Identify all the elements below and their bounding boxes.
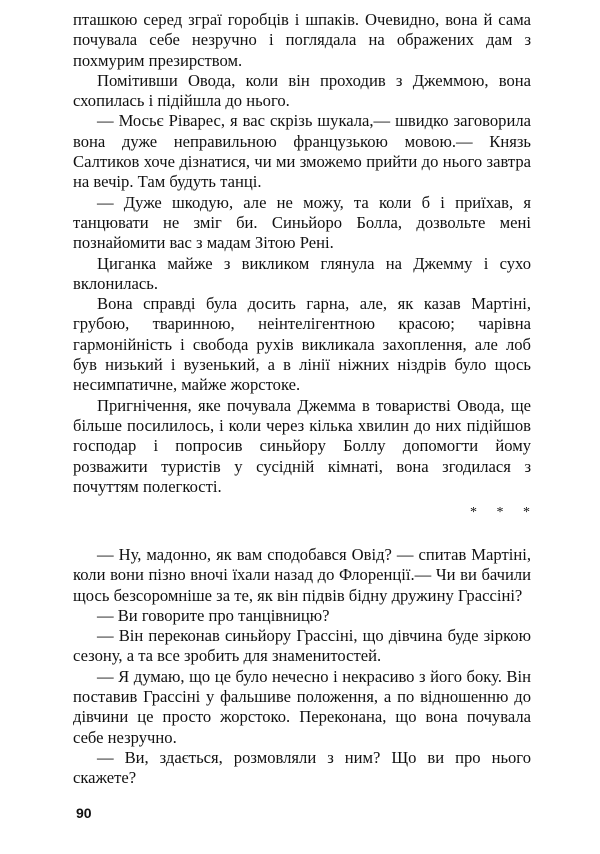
paragraph: Пригнічення, яке почувала Джемма в товаристві Овода, ще більше посилилось, і коли через кілька хвилин до них підійшов господар і попросив синьйору Боллу допомогти йому розважити туристів у сусідній кімнаті, вона згодилася з почуттям полегкості. [73,395,531,496]
body-text-top [73,10,531,497]
paragraph: — Ви, здається, розмовляли з ним? Що ви про нього скажете? [73,747,531,788]
paragraph: — Ви говорите про танцівницю? [97,605,330,625]
paragraph: Циганка майже з викликом глянула на Джемму і сухо вклонилась. [73,253,531,293]
page-number: 90 [76,805,92,821]
body-text-bottom [73,545,531,789]
section-separator: * * * [470,505,538,520]
paragraph: — Ну, мадонно, як вам сподобався Овід? — спитав Мартіні, коли вони пізно вночі їхали назад до Флоренції.— Чи ви бачили щось безсоромніше за те, як він підвів бідну дружину Грассіні? [73,545,531,605]
paragraph: — Мосьє Ріварес, я вас скрізь шукала,— швидко заговорила вона дуже неправильною французькою мовою.— Князь Салтиков хоче дізнатися, чи ми зможемо прийти до нього завтра на вечір. Там будуть танці. [73,111,531,192]
paragraph: пташкою серед зграї горобців і шпаків. Очевидно, вона й сама почувала себе незручно і поглядала на ображених дам з похмурим презирством. [73,10,531,70]
paragraph: — Я думаю, що це було нечесно і некрасиво з його боку. Він поставив Грассіні у фальшиве положення, а по відношенню до дівчини це просто жорстоко. Переконана, що вона почувала себе незручно. [73,666,531,747]
paragraph: Помітивши Овода, коли він проходив з Джеммою, вона схопилась і підійшла до нього. [73,70,531,111]
paragraph: — Він переконав синьйору Грассіні, що дівчина буде зіркою сезону, а та все зробить для знаменитостей. [73,626,531,666]
paragraph: — Дуже шкодую, але не можу, та коли б і приїхав, я танцювати не зміг би. Синьйоро Болла, дозвольте мені познайомити вас з мадам Зітою Рені. [73,192,531,253]
paragraph: Вона справді була досить гарна, але, як казав Мартіні, грубою, тваринною, неінтелігентною красою; чарівна гармонійність і свобода рухів викликала захоплення, але лоб був низький і вузенький, а в лінії ніжних ніздрів було щось несимпатичне, майже жорстоке. [73,294,531,395]
